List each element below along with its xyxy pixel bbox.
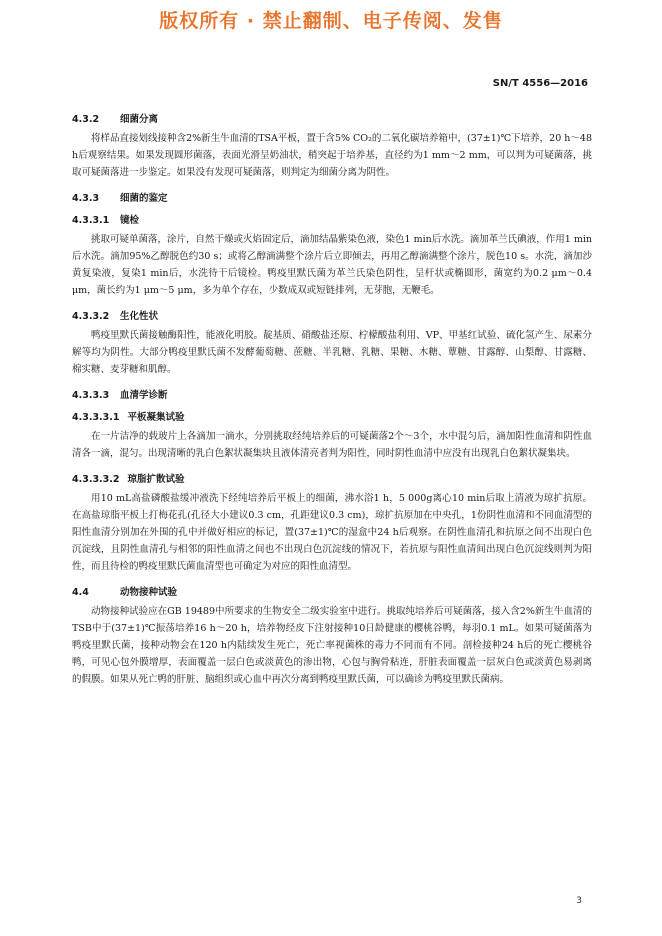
section-title: 平板凝集试验 [127, 412, 185, 423]
section-heading [72, 213, 592, 229]
page-number: 3 [576, 896, 582, 906]
paragraph: 用10 mL高盐磷酸盐缓冲液洗下经纯培养后平板上的细菌，沸水浴1 h，5 000g离心10 min后取上清液为琼扩抗原。在高盐琼脂平板上打梅花孔(孔径大小建议0.3 cm，孔距建议0.3 cm)，琼扩抗原加在中央孔，1份阴性血清和不同血清型的阳性血清分别加在外围的孔中并做好相应的标记，置(37±1)℃的湿盒中24 h后观察。在阴性血清孔和抗原之间不出现白色沉淀线，且阴性血清孔与相邻的阳性血清之间也不出现白色沉淀线的情况下，若抗原与阳性血清间出现白色沉淀线则判为阳性，而且待检的鸭疫里默氏菌血清型也可确定为对应的阳性血清型。 [72, 493, 592, 572]
section-number: 4.3.3 [72, 193, 100, 204]
section-heading [72, 472, 592, 488]
section-title: 镜检 [120, 215, 140, 226]
section-heading [72, 191, 592, 207]
section-number: 4.3.3.3.1 [72, 412, 120, 423]
section-number: 4.4 [72, 587, 89, 598]
section-number: 4.3.3.3 [72, 390, 110, 401]
paragraph: 挑取可疑单菌落，涂片，自然干燥或火焰固定后，滴加结晶紫染色液，染色1 min后水洗。滴加革兰氏碘液，作用1 min后水洗。滴加95%乙醇脱色约30 s；或将乙醇滴满整个涂片后立即倾去，再用乙醇滴满整个涂片，脱色10 s。水洗，滴加沙黄复染液，复染1 min后，水洗待干后镜检。鸭疫里默氏菌为革兰氏染色阴性，呈杆状或椭圆形，菌宽约为0.2 μm～0.4 μm，菌长约为1 μm～5 μm，多为单个存在，少数成双或短链排列，无芽胞，无鞭毛。 [72, 234, 592, 296]
section-number: 4.3.3.1 [72, 215, 110, 226]
section-title: 细菌的鉴定 [120, 193, 168, 204]
section-number: 4.3.3.3.2 [72, 474, 120, 485]
paragraph: 在一片洁净的载玻片上各滴加一滴水，分别挑取经纯培养后的可疑菌落2个～3个，水中混匀后，滴加阳性血清和阴性血清各一滴，混匀。出现清晰的乳白色絮状凝集块且液体清亮者判为阳性，同时阴性血清中应没有出现乳白色絮状凝集块。 [72, 431, 592, 459]
section-number: 4.3.3.2 [72, 311, 110, 322]
section-number: 4.3.2 [72, 114, 100, 125]
section-title: 动物接种试验 [120, 587, 178, 598]
paragraph: 动物接种试验应在GB 19489中所要求的生物安全二级实验室中进行。挑取纯培养后可疑菌落，接入含2%新生牛血清的TSB中于(37±1)℃振荡培养16 h～20 h，培养物经皮下注射接种10日龄健康的樱桃谷鸭，每羽0.1 mL。如果可疑菌落为鸭疫里默氏菌，接种动物会在120 h内陆续发生死亡，死亡率视菌株的毒力不同而有不同。剖检接种24 h后的死亡樱桃谷鸭，可见心包外膜增厚，表面覆盖一层白色或淡黄色的渗出物，心包与胸骨粘连，肝脏表面覆盖一层灰白色或淡黄色易剥离的假膜。如果从死亡鸭的肝脏、脑组织或心血中再次分离到鸭疫里默氏菌，可以确诊为鸭疫里默氏菌病。 [72, 606, 592, 685]
paragraph: 鸭疫里默氏菌接触酶阳性，能液化明胶。靛基质、硝酸盐还原、柠檬酸盐利用、VP、甲基红试验、硫化氢产生、尿素分解等均为阴性。大部分鸭疫里默氏菌不发酵葡萄糖、蔗糖、半乳糖、乳糖、果糖、木糖、蕈糖、甘露醇、山梨醇、甘露糖、棉实糖、麦芽糖和肌醇。 [72, 330, 592, 375]
section-heading [72, 585, 592, 601]
section-title: 细菌分离 [120, 114, 159, 125]
section-title: 琼脂扩散试验 [127, 474, 185, 485]
document-body [72, 112, 592, 692]
standard-code: SN/T 4556—2016 [492, 78, 588, 89]
section-heading [72, 388, 592, 404]
watermark-banner: 版权所有 · 禁止翻制、电子传阅、发售 [159, 10, 503, 32]
paragraph: 将样品直接划线接种含2%新生牛血清的TSA平板，置于含5% CO₂的二氧化碳培养箱中，(37±1)℃下培养，20 h～48 h后观察结果。如果发现圆形菌落，表面光滑呈奶油状，稍突起于培养基，直径约为1 mm～2 mm，可以判为可疑菌落，挑取可疑菌落进一步鉴定。如果没有发现可疑菌落，则判定为细菌分离为阴性。 [72, 133, 592, 178]
section-heading [72, 112, 592, 128]
section-heading [72, 410, 592, 426]
section-title: 血清学诊断 [120, 390, 168, 401]
section-title: 生化性状 [120, 311, 159, 322]
section-heading [72, 309, 592, 325]
